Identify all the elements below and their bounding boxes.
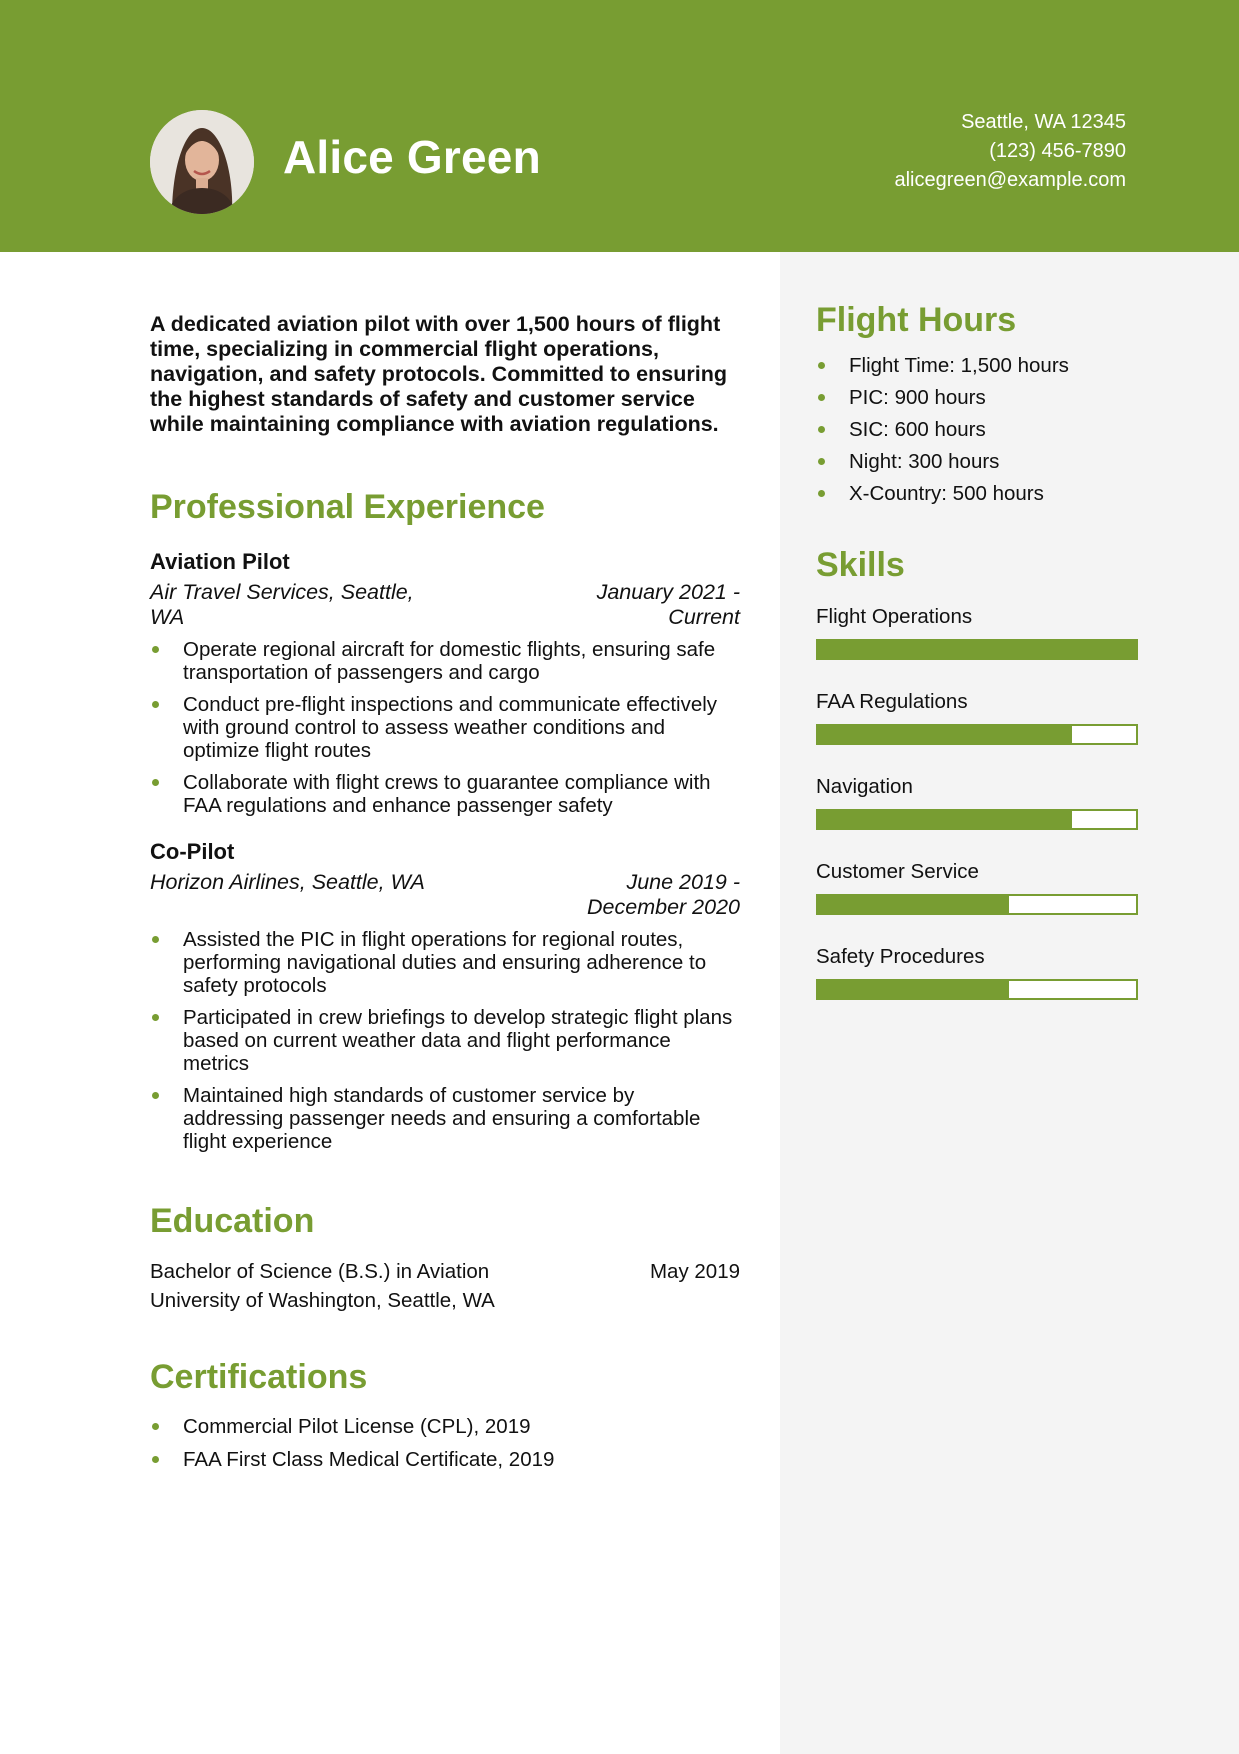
skill-bar bbox=[816, 724, 1138, 745]
education-date: May 2019 bbox=[649, 1260, 740, 1283]
list-item: SIC: 600 hours bbox=[816, 418, 1136, 441]
education-school: University of Washington, Seattle, WA bbox=[150, 1289, 495, 1312]
list-item: Participated in crew briefings to develop strategic flight plans based on current weather data and flight performance metrics bbox=[150, 1006, 740, 1075]
job-bullets bbox=[150, 928, 740, 1153]
job-bullets bbox=[150, 638, 740, 817]
skill-name: FAA Regulations bbox=[816, 690, 968, 713]
bullet-dot-icon bbox=[152, 1014, 159, 1021]
skill-bar bbox=[816, 639, 1138, 660]
avatar bbox=[150, 110, 254, 214]
list-item: Maintained high standards of customer service by addressing passenger needs and ensuring a comfortable flight experience bbox=[150, 1084, 740, 1153]
bullet-dot-icon bbox=[152, 646, 159, 653]
skill-name: Customer Service bbox=[816, 860, 979, 883]
education-degree: Bachelor of Science (B.S.) in Aviation bbox=[150, 1260, 490, 1283]
skill-bar-fill bbox=[818, 811, 1072, 828]
list-item: PIC: 900 hours bbox=[816, 386, 1136, 409]
flight-hours-list bbox=[816, 354, 1136, 505]
job-company: Air Travel Services, Seattle, WA bbox=[150, 580, 414, 629]
skill-bar bbox=[816, 809, 1138, 830]
job-title: Co-Pilot bbox=[150, 839, 235, 864]
job-title: Aviation Pilot bbox=[150, 549, 290, 574]
job-meta bbox=[150, 580, 740, 630]
list-item: Collaborate with flight crews to guarantee compliance with FAA regulations and enhance passenger safety bbox=[150, 771, 740, 817]
skill-item bbox=[816, 860, 1136, 915]
bullet-dot-icon bbox=[152, 779, 159, 786]
list-item: Operate regional aircraft for domestic flights, ensuring safe transportation of passengers and cargo bbox=[150, 638, 740, 684]
education-school-row bbox=[150, 1286, 740, 1315]
list-item: Commercial Pilot License (CPL), 2019 bbox=[150, 1415, 740, 1438]
job-dates: January 2021 - Current bbox=[596, 580, 740, 629]
job-entry bbox=[150, 549, 740, 817]
skill-bar-fill bbox=[818, 641, 1136, 658]
bullet-dot-icon bbox=[818, 458, 825, 465]
bullet-dot-icon bbox=[152, 1456, 159, 1463]
education-row bbox=[150, 1257, 740, 1286]
job-company: Horizon Airlines, Seattle, WA bbox=[150, 870, 425, 894]
skill-item bbox=[816, 775, 1136, 830]
skill-bar bbox=[816, 894, 1138, 915]
section-title-experience: Professional Experience bbox=[150, 488, 545, 526]
bullet-dot-icon bbox=[818, 394, 825, 401]
bullet-dot-icon bbox=[152, 701, 159, 708]
list-item: FAA First Class Medical Certificate, 2019 bbox=[150, 1448, 740, 1471]
phone: (123) 456-7890 bbox=[989, 140, 1126, 162]
list-item: Night: 300 hours bbox=[816, 450, 1136, 473]
contact-info bbox=[894, 108, 1126, 195]
skill-bar bbox=[816, 979, 1138, 1000]
skill-bar-fill bbox=[818, 896, 1009, 913]
bullet-dot-icon bbox=[152, 1423, 159, 1430]
skill-name: Safety Procedures bbox=[816, 945, 985, 968]
resume-header bbox=[0, 0, 1239, 252]
skill-bar-fill bbox=[818, 726, 1072, 743]
section-title-skills: Skills bbox=[816, 546, 905, 584]
bullet-dot-icon bbox=[152, 1092, 159, 1099]
summary: A dedicated aviation pilot with over 1,500 hours of flight time, specializing in commercial flight operations, navigation, and safety protocols. Committed to ensuring the highest standards of safety and customer service while maintaining compliance with aviation regulations. bbox=[150, 312, 727, 436]
sidebar-content bbox=[816, 300, 1136, 1000]
skill-item bbox=[816, 605, 1136, 660]
list-item: Assisted the PIC in flight operations for regional routes, performing navigational duties and ensuring adherence to safety protocols bbox=[150, 928, 740, 997]
bullet-dot-icon bbox=[152, 936, 159, 943]
email: alicegreen@example.com bbox=[894, 169, 1126, 191]
profile-photo-icon bbox=[150, 110, 254, 214]
skill-name: Flight Operations bbox=[816, 605, 973, 628]
list-item: Conduct pre-flight inspections and communicate effectively with ground control to assess weather conditions and optimize flight routes bbox=[150, 693, 740, 762]
skill-bar-fill bbox=[818, 981, 1009, 998]
job-meta bbox=[150, 870, 740, 920]
certification-list bbox=[150, 1415, 740, 1471]
bullet-dot-icon bbox=[818, 490, 825, 497]
section-title-certifications: Certifications bbox=[150, 1358, 368, 1396]
skill-name: Navigation bbox=[816, 775, 913, 798]
section-title-education: Education bbox=[150, 1202, 315, 1240]
skill-item bbox=[816, 945, 1136, 1000]
job-entry bbox=[150, 839, 740, 1153]
list-item: Flight Time: 1,500 hours bbox=[816, 354, 1136, 377]
bullet-dot-icon bbox=[818, 426, 825, 433]
skill-item bbox=[816, 690, 1136, 745]
list-item: X-Country: 500 hours bbox=[816, 482, 1136, 505]
bullet-dot-icon bbox=[818, 362, 825, 369]
main-column bbox=[150, 312, 740, 1480]
job-dates: June 2019 - December 2020 bbox=[587, 870, 740, 919]
address: Seattle, WA 12345 bbox=[961, 111, 1126, 133]
section-title-flight-hours: Flight Hours bbox=[816, 301, 1017, 339]
candidate-name: Alice Green bbox=[283, 131, 541, 183]
education-entry bbox=[150, 1257, 740, 1315]
